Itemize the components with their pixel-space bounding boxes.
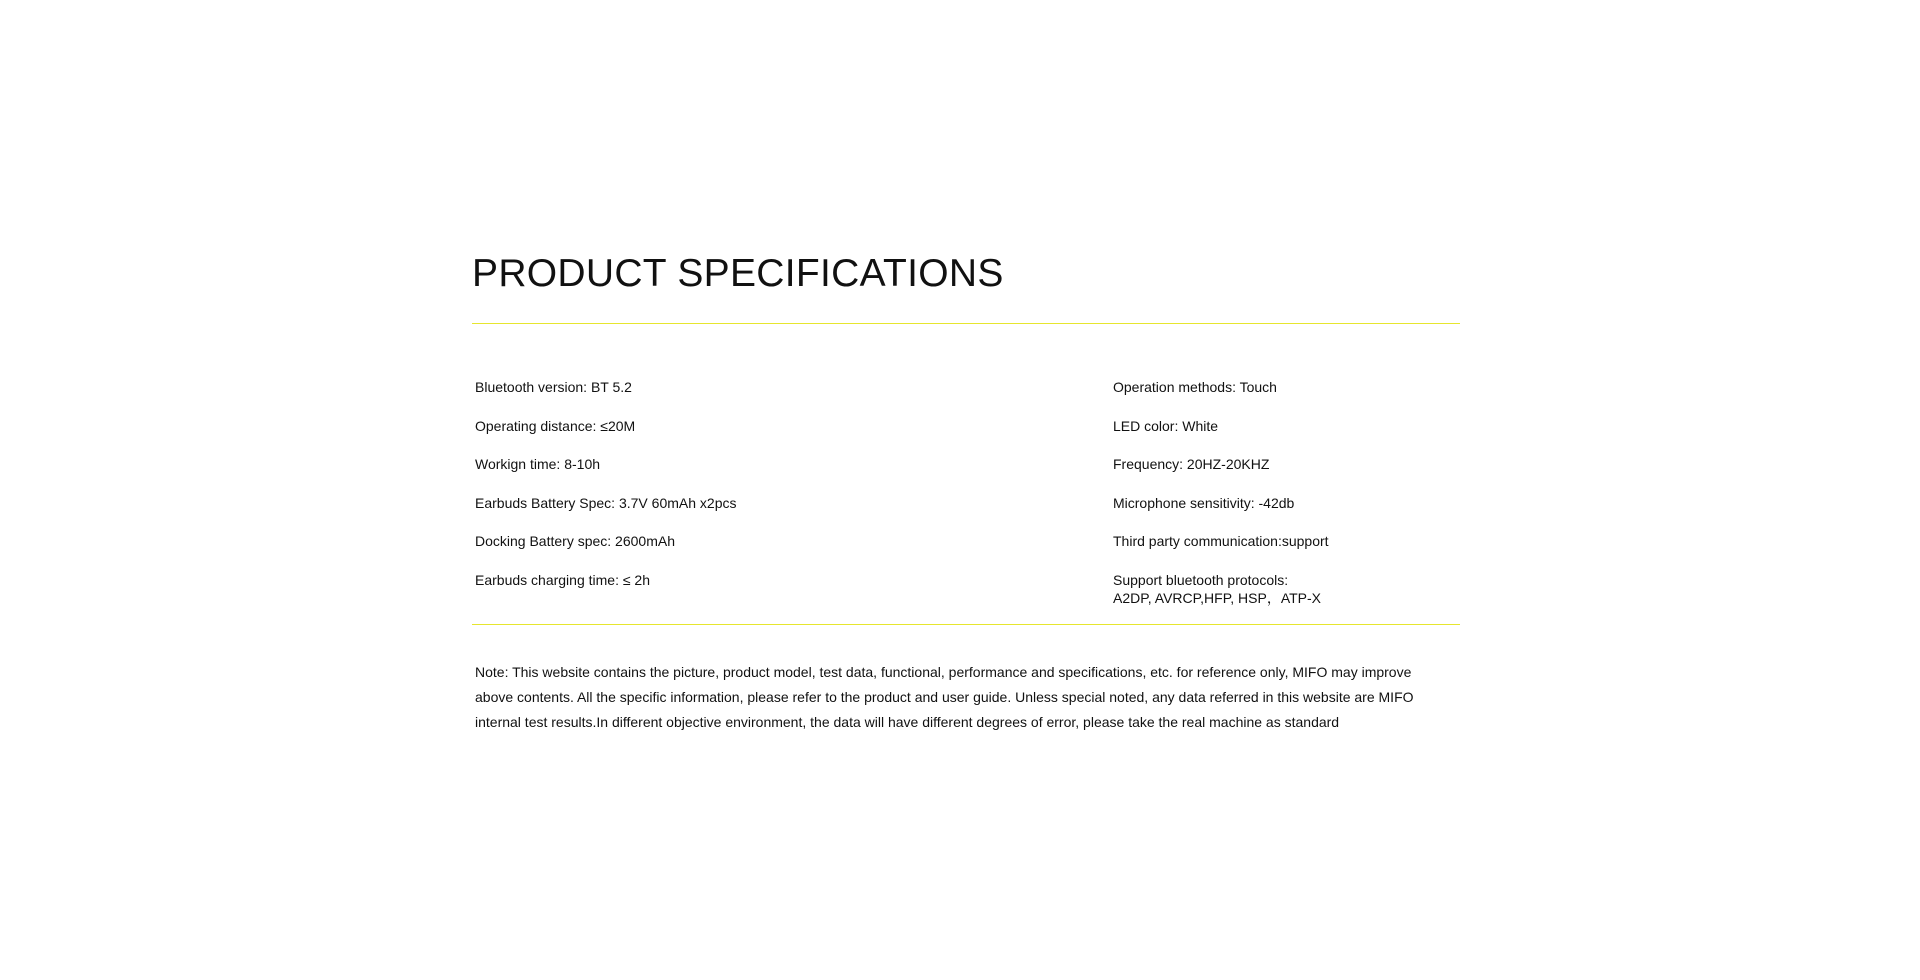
- spec-frequency: Frequency: 20HZ-20KHZ: [1113, 456, 1270, 472]
- specifications-section: [472, 252, 1460, 735]
- page-title: PRODUCT SPECIFICATIONS: [472, 252, 1004, 295]
- spec-third-party-communication: Third party communication:support: [1113, 533, 1329, 549]
- spec-operating-distance: Operating distance: ≤20M: [475, 417, 636, 434]
- note-line-1: Note: This website contains the picture, product model, test data, functional, performance and specifications, etc. for reference only, MIFO may improve: [475, 664, 1412, 680]
- bottom-divider: [472, 624, 1460, 625]
- spec-microphone-sensitivity: Microphone sensitivity: -42db: [1113, 494, 1295, 511]
- spec-led-color: LED color: White: [1113, 417, 1219, 434]
- spec-bluetooth-protocols: [1113, 571, 1329, 610]
- spec-charging-time: Earbuds charging time: ≤ 2h: [475, 571, 650, 588]
- spec-operation-methods: Operation methods: Touch: [1113, 379, 1277, 395]
- spec-earbuds-battery: Earbuds Battery Spec: 3.7V 60mAh x2pcs: [475, 494, 737, 511]
- top-divider: [472, 323, 1460, 324]
- spec-bluetooth-version: Bluetooth version: BT 5.2: [475, 379, 632, 395]
- spec-docking-battery: Docking Battery spec: 2600mAh: [475, 533, 675, 549]
- spec-column-left: [475, 378, 736, 609]
- note-line-3: internal test results.In different objective environment, the data will have different degrees of error, please take the real machine as standard: [475, 714, 1340, 730]
- note-line-2: above contents. All the specific information, please refer to the product and user guide. Unless special noted, any data referred in this website are MIFO: [475, 689, 1414, 705]
- spec-grid: [472, 378, 1460, 624]
- spec-working-time: Workign time: 8-10h: [475, 456, 601, 472]
- protocols-value: A2DP, AVRCP,HFP, HSP，ATP-X: [1113, 589, 1322, 606]
- protocols-label: Support bluetooth protocols:: [1113, 571, 1289, 588]
- spec-column-right: [1113, 378, 1329, 609]
- disclaimer-note: [475, 660, 1445, 735]
